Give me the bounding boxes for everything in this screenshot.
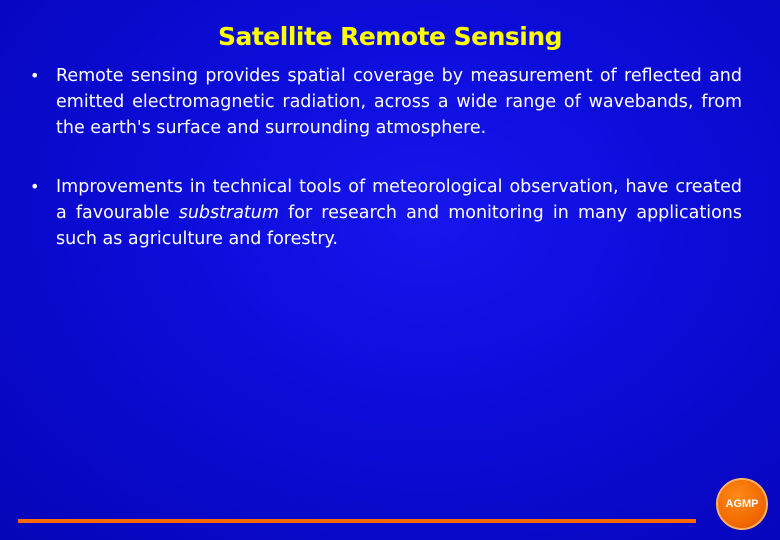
bullet-item xyxy=(30,63,742,141)
bullet-marker: • xyxy=(30,177,40,196)
logo-text: AGMP xyxy=(725,498,759,510)
bullet-text-italic: substratum xyxy=(178,203,279,223)
slide-title: Satellite Remote Sensing xyxy=(217,22,563,51)
bullet-item xyxy=(30,174,742,252)
bullet-text: Remote sensing provides spatial coverage by measurement of reflected and emitted electromagnetic radiation, across a wide range of wavebands, from the earth's surface and surrounding atmosphere. xyxy=(56,66,742,138)
bullet-marker: • xyxy=(30,66,40,85)
agmp-logo xyxy=(716,478,768,530)
bullet-text-part: for research and monitoring in many applications such as agriculture and forestry. xyxy=(56,203,742,249)
footer-divider xyxy=(18,519,696,523)
bullet-text-part: Improvements in technical tools of meteorological observation, have created a favourable xyxy=(56,177,742,223)
bullet-text xyxy=(56,174,742,252)
bullet-list xyxy=(30,63,742,285)
